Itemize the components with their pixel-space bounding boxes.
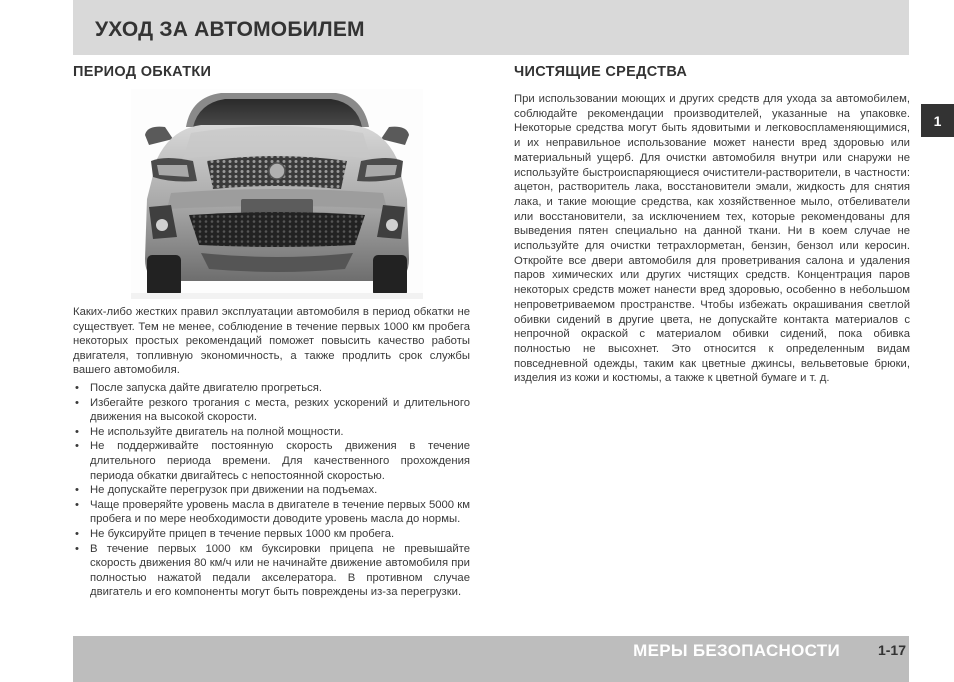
section-heading-cleaning: ЧИСТЯЩИЕ СРЕДСТВА: [514, 64, 688, 80]
list-item: • Не допускайте перегрузок при движении на подъемах.: [73, 483, 470, 498]
break-in-list: [73, 381, 470, 600]
list-item: • Не используйте двигатель на полной мощности.: [73, 425, 470, 440]
list-item: • Избегайте резкого трогания с места, резких ускорений и длительного движения на высокой скорости.: [73, 396, 470, 425]
list-item: • Чаще проверяйте уровень масла в двигателе в течение первых 5000 км пробега и по мере необходимости доводите уровень масла до нормы.: [73, 498, 470, 527]
footer-section-title: МЕРЫ БЕЗОПАСНОСТИ: [633, 641, 840, 660]
header-bar: [73, 0, 909, 55]
list-item: • Не поддерживайте постоянную скорость движения в течение длительного периода времени. Для качественного прохождения периода обкатки двигайтесь с непостоянной скоростью.: [73, 439, 470, 483]
page-number: 1-17: [877, 642, 906, 658]
list-item: • После запуска дайте двигателю прогреться.: [73, 381, 470, 396]
break-in-intro: Каких-либо жестких правил эксплуатации автомобиля в период обкатки не существует. Тем не менее, соблюдение в течение первых 1000 км пробега некоторых простых рекомендаций поможет повысить качество работы двигателя, топливную экономичность, а также продлить срок службы вашего автомобиля.: [73, 306, 470, 377]
car-front-image: [131, 89, 423, 299]
cleaning-text: При использовании моющих и других средств для ухода за автомобилем, соблюдайте рекомендации производителей, указанные на упаковке. Некоторые средства могут быть ядовитыми и легковоспламеняющимися, и их неправильное использование может нанести вред здоровью или материальный ущерб. Для очистки автомобиля внутри или снаружи не используйте быстроиспаряющиеся очистители-растворители, в частности: ацетон, растворитель лака, восстановители эмали, жидкость для снятия лака, и такие моющие средства, как хозяйственное мыло, отбеливатели или восстановители, за исключением тех, которые рекомендованы для выведения пятен специально на данной ткани. Ни в коем случае не используйте для очистки тетрахлорметан, бензин, бензол или керосин. Откройте все двери автомобиля для проветривания салона и удаления паров химических или других чистящих средств. Концентрация паров некоторых средств может нанести вред здоровью, особенно в небольшом непроветриваемом пространстве. Чтобы избежать окрашивания светлой обивки сидений в другие цвета, не допускайте контакта материалов с непрочной окраской с материалом обивки сидений, пока обивка полностью не высохнет. Это относится к определенным видам повседневной одежды, таким как цветные джинсы, вельветовые брюки, изделия из кожи и костюмы, а также к цветной бумаге и т. д.: [514, 93, 910, 385]
footer-bar: [73, 636, 909, 682]
section-heading-break-in: ПЕРИОД ОБКАТКИ: [73, 64, 212, 80]
list-item: • Не буксируйте прицеп в течение первых 1000 км пробега.: [73, 527, 470, 542]
right-column: [514, 64, 910, 386]
left-column: [73, 64, 470, 600]
car-photo: [131, 89, 423, 299]
page-title: УХОД ЗА АВТОМОБИЛЕМ: [95, 18, 365, 41]
chapter-tab: 1: [921, 104, 954, 137]
list-item: • В течение первых 1000 км буксировки прицепа не превышайте скорость движения 80 км/ч или не начинайте движение автомобиля при полностью нажатой педали акселератора. В противном случае двигатель и его компоненты могут быть повреждены из-за перегрузки.: [73, 542, 470, 600]
